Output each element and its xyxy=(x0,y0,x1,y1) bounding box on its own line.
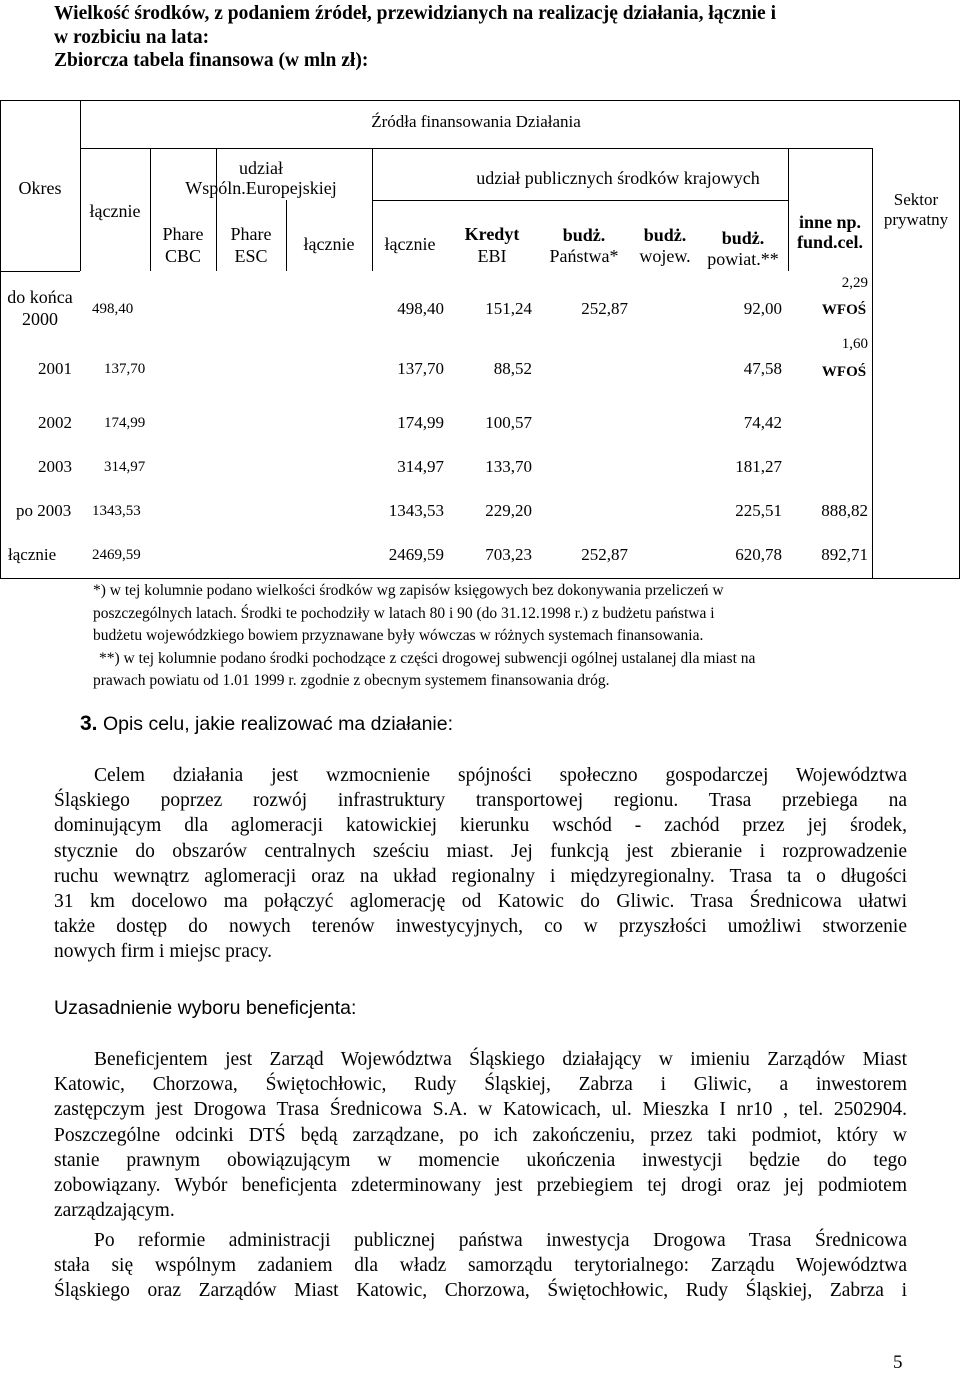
footnote-1-line: *) w tej kolumnie podano wielkości środków wg zapisów księgowych bez dokonywania przeliczeń w xyxy=(93,582,724,599)
row-inne: 2,29 xyxy=(841,275,868,291)
row-national-total: 174,99 xyxy=(397,413,444,432)
paragraph-line: dominującym dla aglomeracji katowickiej kierunku wschód - zachód przez jej środek, xyxy=(54,815,907,837)
row-ebi: 703,23 xyxy=(485,545,532,564)
paragraph-line: Śląskiego poprzez rozwój infrastruktury transportowej regionu. Trasa przebiega na xyxy=(54,790,907,812)
row-ebi: 88,52 xyxy=(493,359,532,378)
row-inne: 888,82 xyxy=(821,501,868,520)
section-number: 3. xyxy=(80,712,98,735)
paragraph-line: stycznie do obszarów centralnych sześciu miast. Jej funkcją jest zbieranie i rozprowadzenie xyxy=(54,840,907,862)
paragraph-line: zarządzającym. xyxy=(54,1200,175,1222)
page-heading xyxy=(54,2,776,73)
header-phare-cbc: Phare CBC xyxy=(162,224,204,266)
heading-line-1: Wielkość środków, z podaniem źródeł, przewidzianych na realizację działania, łącznie i xyxy=(54,3,777,24)
paragraph-line: zastępczym jest Drogowa Trasa Średnicowa S.A. w Katowicach, ul. Mieszka I nr10 , tel. 2502904. xyxy=(54,1099,907,1121)
paragraph-beneficjent xyxy=(54,1047,907,1223)
row-total: 314,97 xyxy=(104,459,146,475)
paragraph-line: Poszczególne odcinki DTŚ będą zarządzane, po ich zakończeniu, przez taki podmiot, który w xyxy=(54,1124,907,1146)
row-budz-powiat: 225,51 xyxy=(735,501,782,520)
header-okres: Okres xyxy=(18,178,62,198)
row-national-total: 314,97 xyxy=(397,457,444,476)
row-period: 2001 xyxy=(38,359,72,378)
row-ebi: 229,20 xyxy=(485,501,532,520)
row-budz-powiat: 620,78 xyxy=(735,545,782,564)
row-budz-powiat: 74,42 xyxy=(743,413,782,432)
row-budz-powiat: 47,58 xyxy=(743,359,782,378)
paragraph-line: stała się wspólnym zadaniem dla władz samorządu terytorialnego: Zarządu Województwa xyxy=(54,1255,907,1277)
header-lacznie-eu: łącznie xyxy=(303,234,355,254)
header-inne: inne np. fund.cel. xyxy=(796,212,863,252)
table-okres-divider xyxy=(0,271,80,272)
row-period: do końca 2000 xyxy=(7,287,73,329)
row-ebi: 151,24 xyxy=(485,299,532,318)
paragraph-reforma xyxy=(54,1228,907,1304)
table-border-top xyxy=(0,100,960,101)
paragraph-line: Beneficjentem jest Zarząd Województwa Śląskiego działający w imieniu Zarządów Miast xyxy=(94,1049,907,1070)
paragraph-line: nowych firm i miejsc pracy. xyxy=(54,941,273,963)
header-budz-powiat: budż. powiat.** xyxy=(707,228,779,269)
row-period: 2003 xyxy=(38,457,72,476)
row-total: 2469,59 xyxy=(92,547,141,563)
row-inne-source: WFOŚ xyxy=(821,364,867,380)
paragraph-line: ruchu wewnątrz aglomeracji oraz na układ regionalny i międzyregionalny. Trasa ta o długości xyxy=(54,865,907,887)
footnote-1-line: poszczególnych latach. Środki te pochodziły w latach 80 i 90 (do 31.12.1998 r.) z budżetu państwa i xyxy=(93,604,715,622)
heading-line-3: Zbiorcza tabela finansowa (w mln zł): xyxy=(54,50,369,71)
row-inne: 1,60 xyxy=(841,336,868,352)
header-kredyt-ebi: Kredyt EBI xyxy=(464,224,520,266)
table-title: Źródła finansowania Działania xyxy=(371,112,581,131)
row-budz-panstwa: 252,87 xyxy=(581,545,628,564)
paragraph-line: zobowiązany. Wybór beneficjenta zdeterminowany jest przebiegiem tej drogi oraz jej podmiotem xyxy=(54,1174,907,1196)
footnote-2-line: **) w tej kolumnie podano środki pochodzące z części drogowej subwencji ogólnej ustalanej dla miast na xyxy=(99,649,756,667)
header-budz-panstwa: budż. Państwa* xyxy=(549,225,619,266)
row-total: 174,99 xyxy=(104,415,146,431)
paragraph-line: Śląskiego oraz Zarządów Miast Katowic, Chorzowa, Świętochłowic, Rudy Śląskiej, Zabrza i xyxy=(54,1280,907,1302)
paragraph-line: także dostęp do nowych terenów inwestycyjnych, co w przyszłości umożliwi stworzenie xyxy=(54,916,907,938)
paragraph-line: Po reformie administracji publicznej państwa inwestycja Drogowa Trasa Średnicowa xyxy=(94,1230,907,1251)
row-budz-powiat: 92,00 xyxy=(743,299,782,318)
table-title-divider xyxy=(80,148,872,149)
row-inne: 892,71 xyxy=(821,545,868,564)
row-period: łącznie xyxy=(8,545,57,564)
table-col-divider xyxy=(788,148,789,271)
row-ebi: 100,57 xyxy=(485,413,532,432)
row-budz-powiat: 181,27 xyxy=(735,457,782,476)
paragraph-line: 31 km docelowo ma połączyć aglomerację od Katowic do Gliwic. Trasa Średnicowa ułatwi xyxy=(54,890,907,912)
row-national-total: 1343,53 xyxy=(388,501,444,520)
header-udzial-publ: udział publicznych środków krajowych xyxy=(476,168,760,188)
row-period: po 2003 xyxy=(16,501,72,520)
header-udzial-eu: udział Wspóln.Europejskiej xyxy=(185,158,337,198)
row-period: 2002 xyxy=(38,413,72,432)
row-national-total: 2469,59 xyxy=(388,545,444,564)
paragraph-line: Katowic, Chorzowa, Świętochłowic, Rudy Śląskiej, Zabrza i Gliwic, a inwestorem xyxy=(54,1074,907,1096)
header-lacznie: łącznie xyxy=(89,201,141,221)
heading-line-2: w rozbiciu na lata: xyxy=(54,26,210,48)
uzasadnienie-heading: Uzasadnienie wyboru beneficjenta: xyxy=(54,997,357,1019)
row-inne-source: WFOŚ xyxy=(821,302,867,318)
row-national-total: 498,40 xyxy=(397,299,444,318)
row-total: 137,70 xyxy=(104,361,146,377)
row-total: 1343,53 xyxy=(92,503,141,519)
table-border-bottom xyxy=(0,578,960,579)
row-budz-panstwa: 252,87 xyxy=(581,299,628,318)
header-sektor-prywatny: Sektor prywatny xyxy=(883,190,949,229)
section-title: Opis celu, jakie realizować ma działanie: xyxy=(102,713,454,735)
table-border-left xyxy=(0,100,1,578)
row-national-total: 137,70 xyxy=(397,359,444,378)
footnote-2-line: prawach powiatu od 1.01 1999 r. zgodnie z obecnym systemem finansowania dróg. xyxy=(93,672,610,689)
section-3-heading xyxy=(80,712,453,736)
row-ebi: 133,70 xyxy=(485,457,532,476)
footnote-1-line: budżetu wojewódzkiego bowiem przyznawane były wówczas w różnych systemach finansowania. xyxy=(93,627,704,644)
row-total: 498,40 xyxy=(92,301,134,317)
paragraph-cel xyxy=(54,763,907,965)
paragraph-line: stanie prawnym obowiązującym w momencie ukończenia inwestycji będzie do tego xyxy=(54,1149,907,1171)
table-footnotes xyxy=(93,580,893,693)
page-number: 5 xyxy=(893,1352,903,1373)
header-phare-esc: Phare ESC xyxy=(230,224,272,266)
paragraph-line: Celem działania jest wzmocnienie spójności społeczno gospodarczej Województwa xyxy=(94,765,907,786)
table-national-divider xyxy=(372,200,788,201)
header-lacznie-kraj: łącznie xyxy=(384,234,436,254)
header-budz-wojew: budż. wojew. xyxy=(639,225,691,266)
